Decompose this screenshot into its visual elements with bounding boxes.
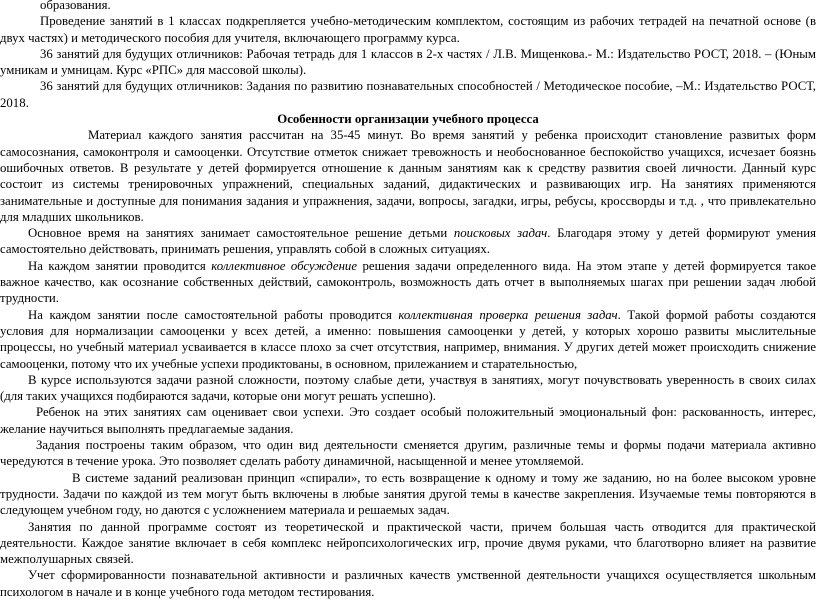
paragraph-text [0, 437, 816, 470]
text-run: . Благодаря этому у детей формируют умения самостоятельно действовать, принимать решения, управлять собой в сложных ситуациях. [0, 226, 816, 257]
section-heading: Особенности организации учебного процесса [277, 112, 539, 127]
text-run: На каждом занятии после самостоятельной работы проводится [28, 307, 399, 322]
paragraph-text [0, 13, 816, 46]
text-run: Задания построены таким образом, что один вид деятельности сменяется другим, различные темы и формы подачи материала активно чередуются в течение урока. Это позволяет сделать работу динамичной, насыщенной и менее утомляемой. [0, 438, 816, 469]
paragraph-text [0, 567, 816, 600]
paragraph-text [0, 127, 816, 225]
italic-term: коллективная проверка решения задач [398, 307, 618, 322]
paragraph-text [0, 372, 816, 405]
text-run: На каждом занятии проводится [28, 258, 212, 273]
text-run: Учет сформированности познавательной активности и различных качеств умственной деятельности учащихся осуществляется школьным психологом в начале и в конце учебного года методом тестирования. [0, 568, 816, 599]
text-run: Ребенок на этих занятиях сам оценивает свои успехи. Это создает особый положительный эмоциональный фон: раскованность, интерес, желание научиться выполнять предлагаемые задания. [0, 405, 816, 436]
paragraph-text [0, 225, 816, 258]
text-run: 36 занятий для будущих отличников: Рабочая тетрадь для 1 классов в 2-х частях / Л.В. Мищенкова.- М.: Издательство РОСТ, 2018. – (Юным умникам и умницам. Курс «РПС» для массовой школы). [0, 46, 816, 78]
paragraph-text [0, 470, 816, 519]
italic-term: поисковых задач [453, 226, 548, 241]
text-run: В системе заданий реализован принцип «спирали», то есть возвращение к одному и тому же заданию, но на более высоком уровне трудности. Задачи по каждой из тем могут быть включены в любые занятия другой темы в качестве закрепления. Изучаемые темы повторяются в следующем учебном году, но даются с усложнением материала и решаемых задач. [0, 470, 816, 518]
text-run: Занятия по данной программе состоят из теоретической и практической части, причем большая часть отводится для практической деятельности. Каждое занятие включает в себя комплекс нейропсихологических игр, прочие двумя руками, что благотворно влияет на развитие межполушарных связей. [0, 519, 816, 567]
paragraph-text [0, 0, 816, 13]
paragraph-text [0, 404, 816, 437]
text-run: Основное время на занятиях занимает самостоятельное решение детьми [28, 226, 454, 241]
paragraph-text [0, 519, 816, 568]
text-run: образования. [40, 0, 111, 12]
text-run: . Такой формой работы создаются условия для нормализации самооценки у всех детей, а именно: повышения самооценки у детей, у которых хорошо развиты мыслительные процессы, но учебный материал усваивается в классе плохо за счет отсутствия, например, внимания. У других детей может происходить снижение самооценки, потому что их учебные успехи продиктованы, в основном, прилежанием и старательностью, [0, 307, 816, 371]
text-run: Проведение занятий в 1 классах подкрепляется учебно-методическим комплектом, состоящим из рабочих тетрадей на печатной основе (в двух частях) и методического пособия для учителя, включающего программу курса. [0, 14, 816, 45]
text-run: 36 занятий для будущих отличников: Задания по развитию познавательных способностей / Методическое пособие, –М.: Издательство РОСТ, 2018. [0, 79, 816, 110]
text-run: решения задачи определенного вида. На этом этапе у детей формируется такое важное качество, как осознание собственных действий, самоконтроль, возможность дать отчет в выполняемых шагах при решении задач любой трудности. [0, 258, 816, 306]
text-run: Материал каждого занятия рассчитан на 35-45 минут. Во время занятий у ребенка происходит становление развитых форм самосознания, самоконтроля и самооценки. Отсутствие отметок снижает тревожность и необоснованное беспокойство учащихся, исчезает боязнь ошибочных ответов. В результате у детей формируется отношение к данным занятиям как к средству развития своей личности. Данный курс состоит из системы тренировочных упражнений, специальных заданий, дидактических и развивающих игр. На занятиях применяются занимательные и доступные для понимания задания и упражнения, задачи, вопросы, загадки, игры, ребусы, кроссворды и т.д. , что привлекательно для младших школьников. [0, 128, 816, 224]
paragraph-text [0, 78, 816, 111]
paragraph-text [0, 258, 816, 307]
paragraph-text [0, 46, 816, 79]
italic-term: коллективное обсуждение [211, 258, 358, 273]
paragraph-text [0, 307, 816, 372]
text-run: В курсе используются задачи разной сложности, поэтому слабые дети, участвуя в занятиях, могут почувствовать уверенность в своих силах (для таких учащихся подбираются задачи, которые они могут решать успешно). [0, 372, 816, 404]
